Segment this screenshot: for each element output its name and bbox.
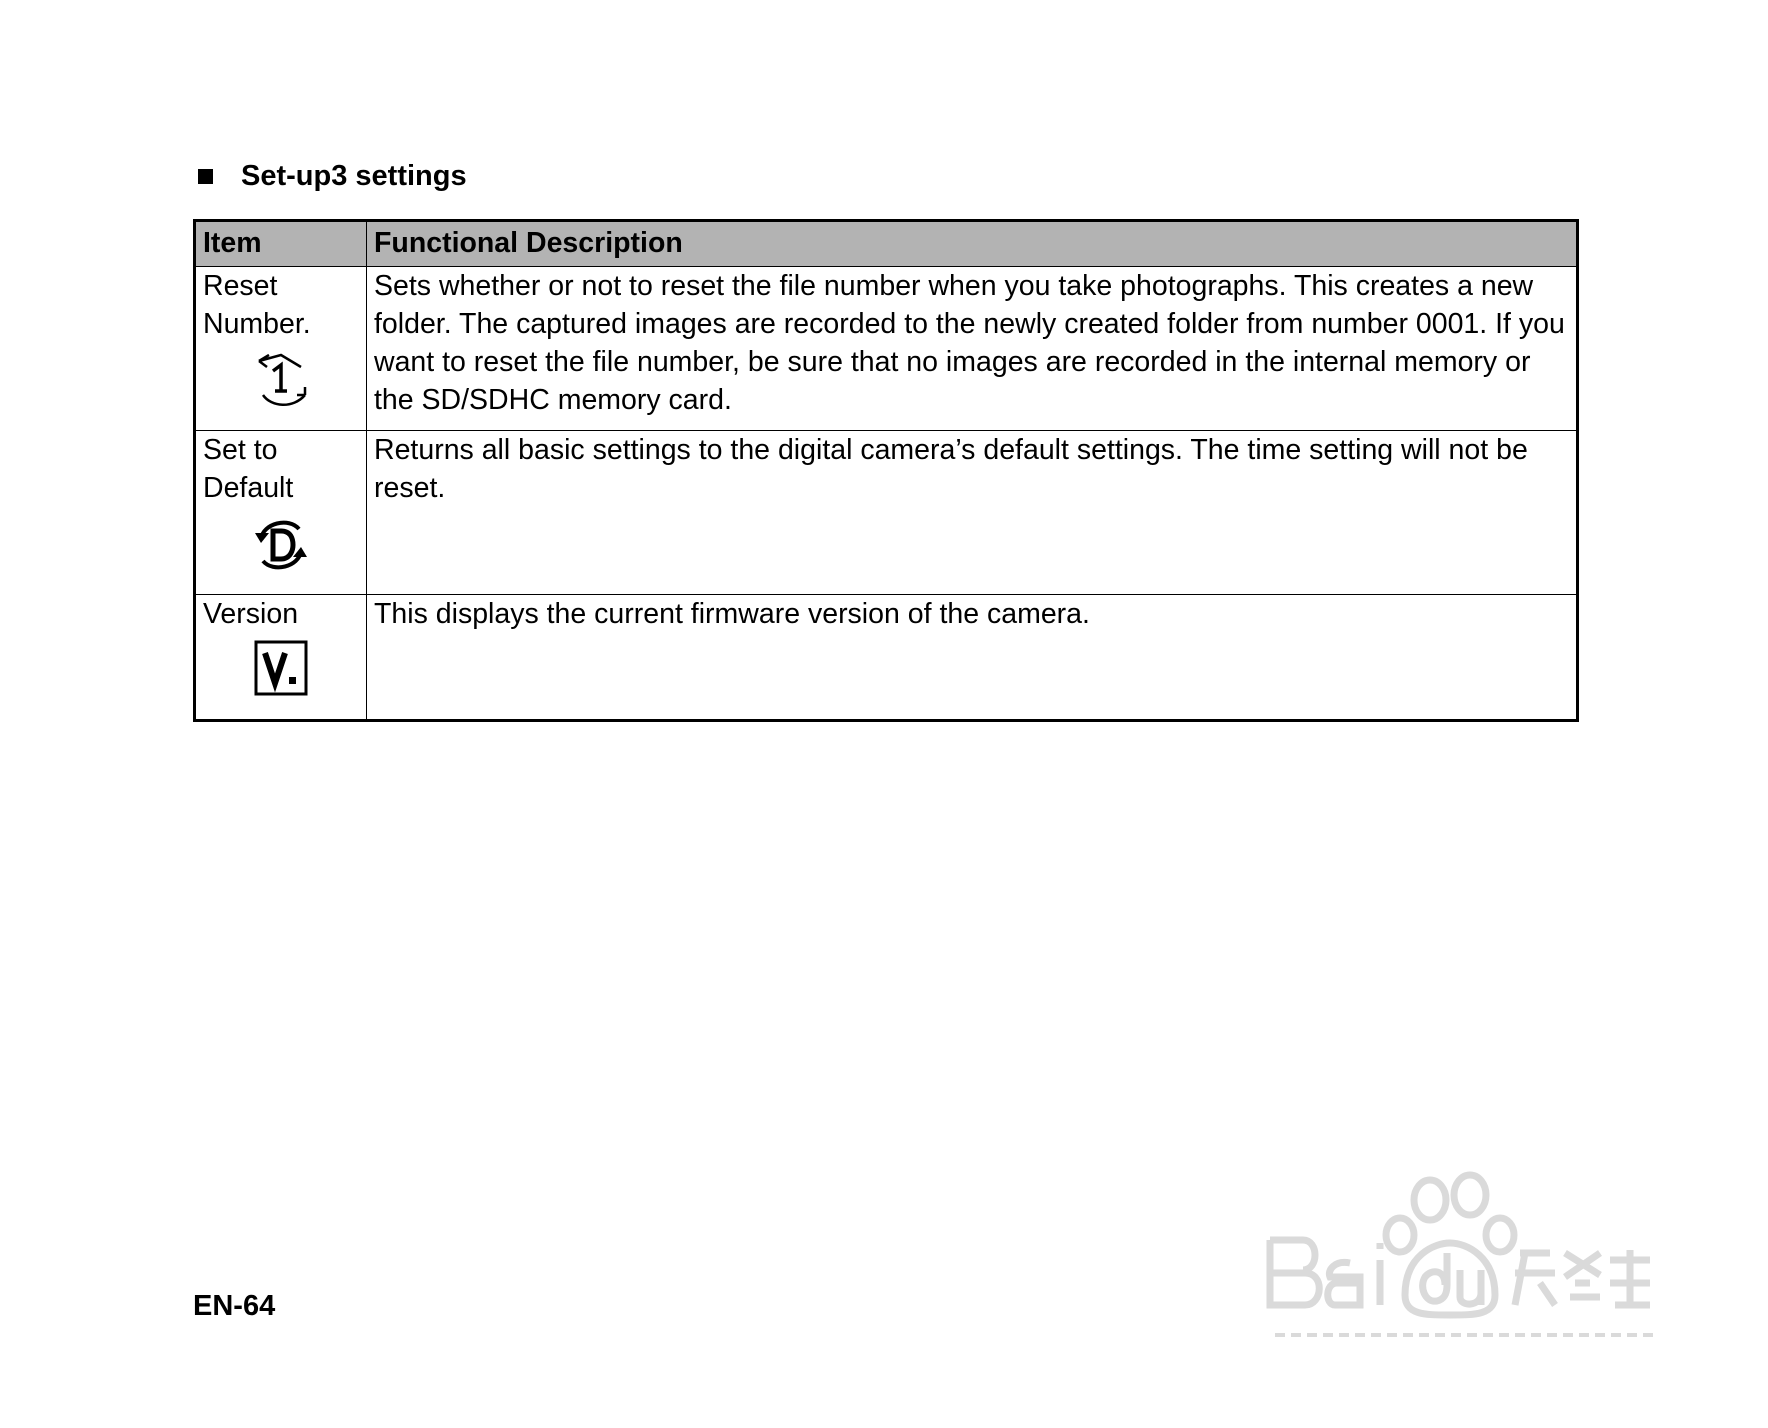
reset-number-icon xyxy=(251,349,311,411)
square-bullet-icon xyxy=(198,169,213,184)
header-item: Item xyxy=(195,221,367,267)
table-header-row xyxy=(195,221,1578,267)
table-row xyxy=(195,431,1578,595)
item-label: Version xyxy=(203,598,299,630)
item-label: Reset Number. xyxy=(203,270,311,340)
table-row xyxy=(195,595,1578,721)
description-cell: Sets whether or not to reset the file number when you take photographs. This creates a new folder. The captured images are recorded to the newly created folder from number 0001. If you want to reset the file number, be sure that no images are recorded in the internal memory or the SD/SDHC memory card. xyxy=(367,267,1578,431)
description-cell: Returns all basic settings to the digital camera’s default settings. The time setting will not be reset. xyxy=(367,431,1578,595)
header-description: Functional Description xyxy=(367,221,1578,267)
description-cell: This displays the current firmware version of the camera. xyxy=(367,595,1578,721)
section-title: Set-up3 settings xyxy=(241,160,467,192)
section-heading xyxy=(198,160,467,193)
version-icon xyxy=(253,639,309,697)
baidu-watermark-logo xyxy=(1255,1165,1675,1365)
settings-table xyxy=(193,219,1579,722)
item-cell xyxy=(195,595,367,721)
item-cell xyxy=(195,431,367,595)
set-to-default-icon xyxy=(251,513,311,575)
table-row xyxy=(195,267,1578,431)
page-number: EN-64 xyxy=(193,1290,276,1322)
item-cell xyxy=(195,267,367,431)
item-label: Set to Default xyxy=(203,434,294,504)
